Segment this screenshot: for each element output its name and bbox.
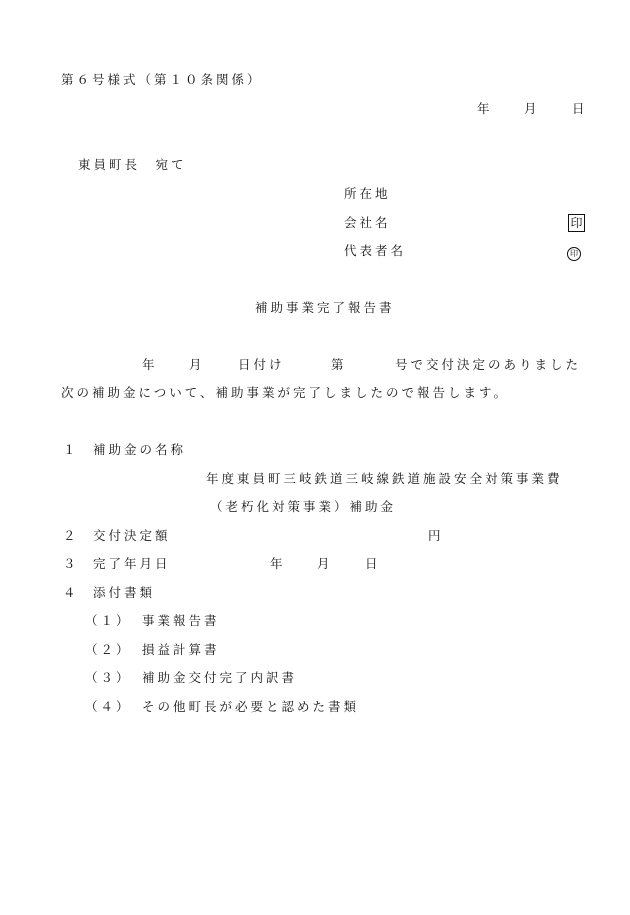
item-1-value-line2: （老朽化対策事業）補助金 [210,499,397,514]
item-3-day: 日 [365,556,381,571]
item-1-label: 補助金の名称 [93,442,187,457]
item-2-number: ２ [63,528,79,543]
attachment-1-number: （１） [85,613,132,628]
seal-circle-mark: 印 [567,247,581,261]
item-4-label: 添付書類 [93,585,156,600]
item-1-value-line1: 年度東員町三岐鉄道三岐線鉄道施設安全対策事業費 [206,471,563,486]
form-label: 第６号様式（第１０条関係） [61,72,263,87]
company-label: 会社名 [344,215,391,230]
body-month: 月 [189,357,205,372]
seal-box-mark: 印 [568,214,585,232]
date-year: 年 [477,101,493,116]
company-seal [568,214,585,232]
date-day: 日 [572,101,588,116]
attachment-2-number: （２） [85,642,132,657]
attachment-4-number: （４） [85,699,132,714]
attachment-3-number: （３） [85,670,132,685]
body-year: 年 [142,357,158,372]
document-title: 補助事業完了報告書 [255,300,395,315]
item-3-number: ３ [63,556,79,571]
attachment-2-label: 損益計算書 [142,642,220,657]
attachment-3-label: 補助金交付完了内訳書 [142,670,298,685]
item-3-month: 月 [317,556,333,571]
body-line1-rest: 号で交付決定のありました [395,357,582,372]
item-2-label: 交付決定額 [93,528,171,543]
body-dai: 第 [331,357,347,372]
address-label: 所在地 [344,186,391,201]
item-3-year: 年 [270,556,286,571]
body-day-attached: 日付け [238,357,285,372]
body-line2: 次の補助金について、補助事業が完了しましたので報告します。 [61,385,510,400]
item-2-unit: 円 [428,528,444,543]
item-4-number: ４ [63,585,79,600]
item-3-label: 完了年月日 [93,556,171,571]
date-month: 月 [524,101,540,116]
attachment-1-label: 事業報告書 [142,613,220,628]
addressee: 東員町長 宛て [78,157,187,172]
attachment-4-label: その他町長が必要と認めた書類 [142,699,360,714]
item-1-number: １ [63,442,79,457]
representative-seal [567,244,581,261]
representative-label: 代表者名 [344,243,407,258]
